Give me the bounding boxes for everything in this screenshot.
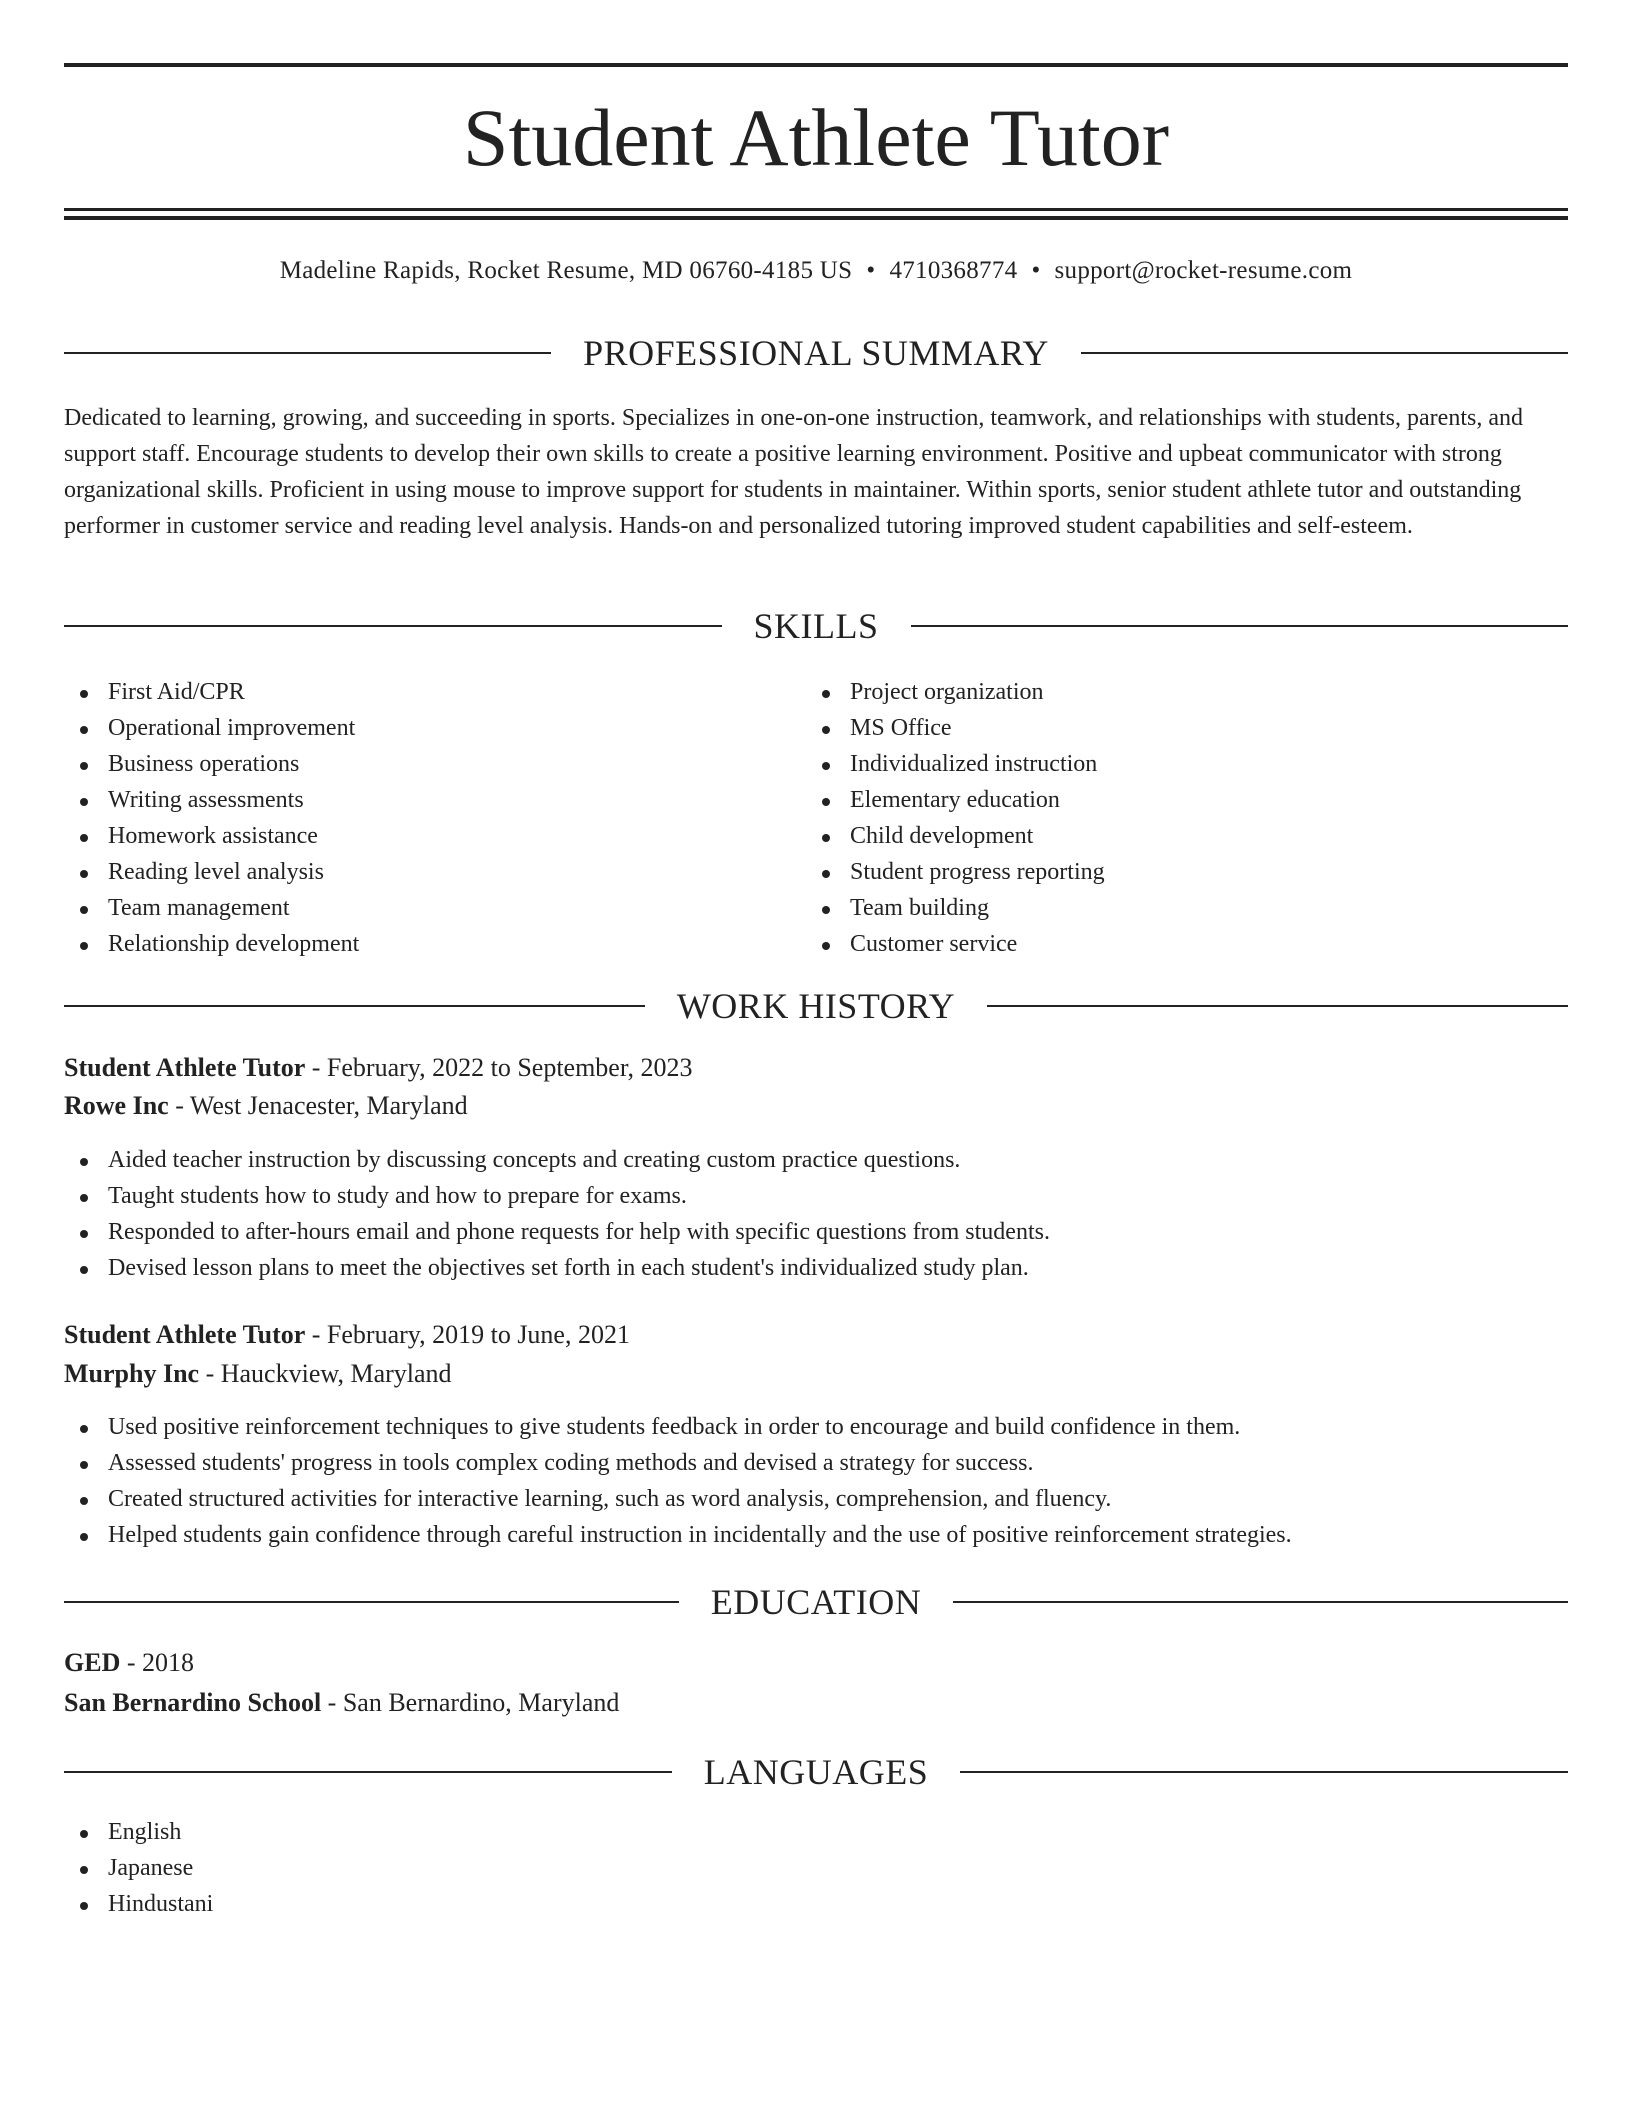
skill-item: Team management xyxy=(64,890,806,926)
job-location: - Hauckview, Maryland xyxy=(199,1359,452,1388)
job-bullet: Assessed students' progress in tools complex coding methods and devised a strategy for success. xyxy=(64,1445,1568,1481)
heading-rule xyxy=(64,625,722,627)
job-company: Rowe Inc xyxy=(64,1091,169,1120)
title-rule-lower xyxy=(64,216,1568,220)
skill-item: Writing assessments xyxy=(64,782,806,818)
education-degree: GED xyxy=(64,1648,121,1677)
skill-item: Customer service xyxy=(806,926,1548,962)
heading-rule xyxy=(64,352,551,354)
skill-item: Homework assistance xyxy=(64,818,806,854)
section-heading-education xyxy=(64,1582,1568,1622)
job-company-line xyxy=(64,1087,1568,1125)
contact-separator: • xyxy=(1031,257,1041,284)
job-bullet: Responded to after-hours email and phone requests for help with specific questions from students. xyxy=(64,1214,1568,1250)
contact-address: Madeline Rapids, Rocket Resume, MD 06760-4185 US xyxy=(279,257,853,284)
skill-item: Student progress reporting xyxy=(806,854,1548,890)
resume-title: Student Athlete Tutor xyxy=(462,92,1170,183)
job-bullets xyxy=(64,1142,1568,1286)
contact-email: support@rocket-resume.com xyxy=(1054,257,1353,284)
contact-phone: 4710368774 xyxy=(889,257,1018,284)
heading-rule xyxy=(64,1005,645,1007)
section-heading-languages xyxy=(64,1752,1568,1792)
job-bullet: Taught students how to study and how to prepare for exams. xyxy=(64,1178,1568,1214)
job-title: Student Athlete Tutor xyxy=(64,1320,306,1349)
skill-item: Individualized instruction xyxy=(806,746,1548,782)
section-heading-work-history xyxy=(64,986,1568,1026)
job-title-line xyxy=(64,1316,1568,1354)
skills-column-right xyxy=(806,674,1548,962)
skill-item: Project organization xyxy=(806,674,1548,710)
heading-rule xyxy=(987,1005,1568,1007)
title-rule-upper xyxy=(64,208,1568,211)
heading-rule xyxy=(960,1771,1568,1773)
languages-list xyxy=(64,1814,1568,1922)
skills-column-left xyxy=(64,674,806,962)
skill-item: Relationship development xyxy=(64,926,806,962)
section-title: LANGUAGES xyxy=(703,1752,929,1792)
skill-item: Team building xyxy=(806,890,1548,926)
section-title: SKILLS xyxy=(753,606,879,646)
skill-item: Child development xyxy=(806,818,1548,854)
heading-rule xyxy=(64,1771,672,1773)
contact-line xyxy=(64,254,1568,288)
skill-item: Operational improvement xyxy=(64,710,806,746)
job-company-line xyxy=(64,1355,1568,1393)
section-heading-summary xyxy=(64,333,1568,373)
top-rule xyxy=(64,63,1568,67)
language-item: Japanese xyxy=(64,1850,1568,1886)
heading-rule xyxy=(64,1601,679,1603)
education-school-line xyxy=(64,1684,1568,1722)
education-degree-line xyxy=(64,1644,1568,1682)
job-location: - West Jenacester, Maryland xyxy=(168,1091,468,1120)
skill-item: First Aid/CPR xyxy=(64,674,806,710)
section-title: PROFESSIONAL SUMMARY xyxy=(583,333,1049,373)
heading-rule xyxy=(1081,352,1568,354)
skill-item: Elementary education xyxy=(806,782,1548,818)
contact-separator: • xyxy=(866,257,876,284)
heading-rule xyxy=(911,625,1569,627)
job-bullet: Devised lesson plans to meet the objectives set forth in each student's individualized study plan. xyxy=(64,1250,1568,1286)
job-title-line xyxy=(64,1049,1568,1087)
job-title: Student Athlete Tutor xyxy=(64,1053,306,1082)
job-bullet: Created structured activities for interactive learning, such as word analysis, comprehension, and fluency. xyxy=(64,1481,1568,1517)
skill-item: Reading level analysis xyxy=(64,854,806,890)
section-title: EDUCATION xyxy=(710,1582,922,1622)
skill-item: MS Office xyxy=(806,710,1548,746)
education-year: - 2018 xyxy=(120,1648,195,1677)
heading-rule xyxy=(953,1601,1568,1603)
job-bullet: Helped students gain confidence through careful instruction in incidentally and the use of positive reinforcement strategies. xyxy=(64,1517,1568,1553)
job-dates: - February, 2022 to September, 2023 xyxy=(305,1053,693,1082)
job-dates: - February, 2019 to June, 2021 xyxy=(305,1320,630,1349)
job-bullet: Used positive reinforcement techniques to give students feedback in order to encourage and build confidence in them. xyxy=(64,1409,1568,1445)
summary-text: Dedicated to learning, growing, and succeeding in sports. Specializes in one-on-one instruction, teamwork, and relationships with students, parents, and support staff. Encourage students to develop their own skills to create a positive learning environment. Positive and upbeat communicator with strong organizational skills. Proficient in using mouse to improve support for students in maintainer. Within sports, senior student athlete tutor and outstanding performer in customer service and reading level analysis. Hands-on and personalized tutoring improved student capabilities and self-esteem. xyxy=(64,405,1523,539)
skill-item: Business operations xyxy=(64,746,806,782)
skills-list xyxy=(64,674,1568,962)
section-heading-skills xyxy=(64,606,1568,646)
language-item: Hindustani xyxy=(64,1886,1568,1922)
language-item: English xyxy=(64,1814,1568,1850)
section-title: WORK HISTORY xyxy=(676,986,956,1026)
job-bullet: Aided teacher instruction by discussing concepts and creating custom practice questions. xyxy=(64,1142,1568,1178)
education-location: - San Bernardino, Maryland xyxy=(321,1688,620,1717)
job-company: Murphy Inc xyxy=(64,1359,200,1388)
education-school: San Bernardino School xyxy=(64,1688,322,1717)
job-bullets xyxy=(64,1409,1568,1553)
